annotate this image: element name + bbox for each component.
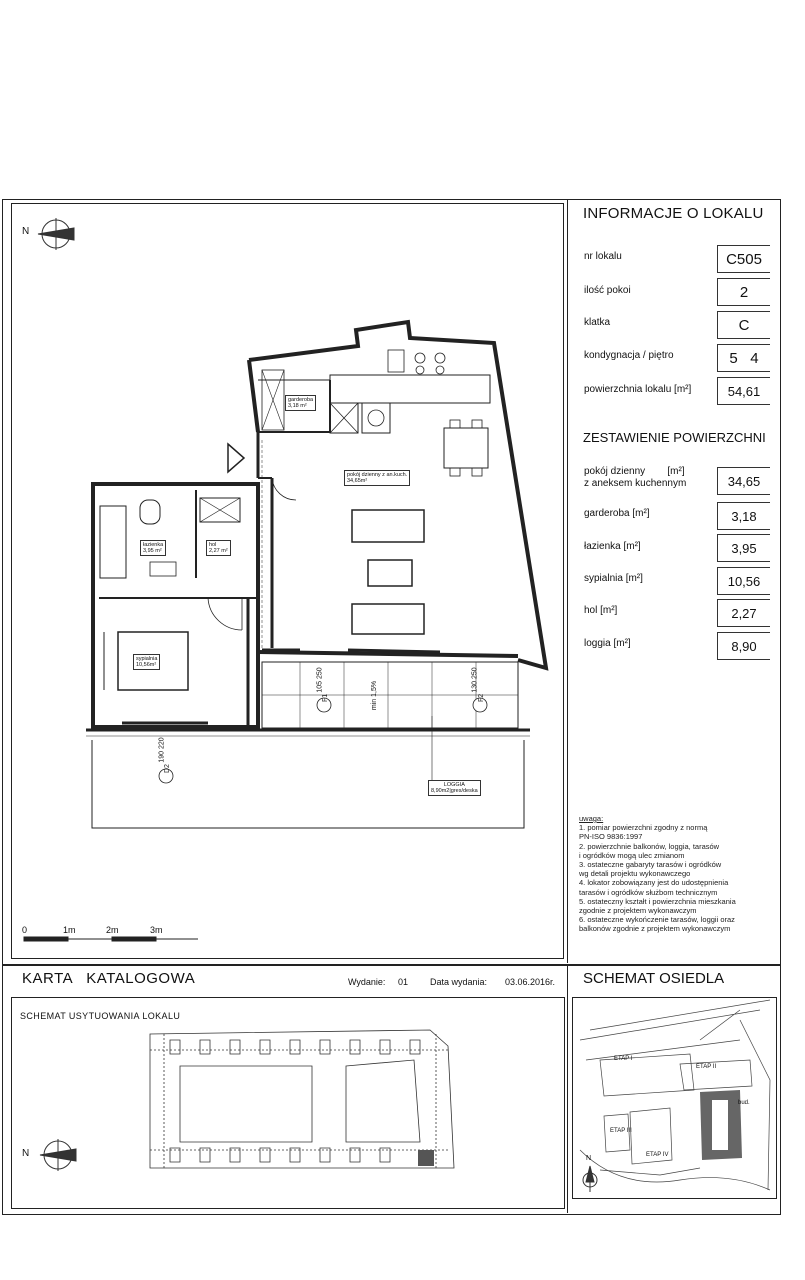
note-line: 1. pomiar powierzchni zgodny z normą — [579, 823, 708, 833]
value-rooms: 2 — [717, 278, 770, 306]
row-label-rooms: ilość pokoi — [584, 285, 631, 296]
date-value: 03.06.2016r. — [505, 977, 556, 987]
compass-letter-location: N — [22, 1148, 30, 1159]
scale-label-2m: 2m — [106, 925, 119, 935]
area-label-bathroom: łazienka [m²] — [584, 541, 641, 552]
areas-title: ZESTAWIENIE POWIERZCHNI — [583, 430, 766, 445]
area-value-living: 34,65 — [717, 467, 770, 495]
note-line: 3. ostateczne gabaryty tarasów i ogródków — [579, 860, 722, 870]
card-title: KARTA KATALOGOWA — [22, 970, 196, 987]
area-value-loggia: 8,90 — [717, 632, 770, 660]
note-line: 2. powierzchnie balkonów, loggia, tarasów — [579, 841, 720, 851]
note-line: 6. ostateczne wykończenie tarasów, loggii oraz — [579, 915, 735, 925]
scale-label-1m: 1m — [63, 925, 76, 935]
room-label-bedroom: sypialnia 10,56m² — [133, 654, 160, 670]
window-tag-f2: F2 — [478, 693, 485, 702]
value-area: 54,61 — [717, 377, 770, 405]
date-label: Data wydania: — [430, 977, 488, 987]
value-unit: C505 — [717, 245, 770, 273]
note-line: wg detali projektu wykonawczego — [579, 869, 691, 879]
note-line: zgodnie z projektem wykonawczym — [579, 906, 697, 916]
area-label-loggia: loggia [m²] — [584, 638, 631, 649]
notes-heading: uwaga: — [579, 814, 604, 823]
compass-icon-estate — [583, 1166, 597, 1192]
row-label-floor: kondygnacja / piętro — [584, 350, 674, 361]
info-title: INFORMACJE O LOKALU — [583, 205, 764, 222]
area-value-bedroom: 10,56 — [717, 567, 770, 595]
estate-label-2: ETAP II — [696, 1064, 717, 1070]
note-line: PN-ISO 9836:1997 — [579, 832, 643, 842]
window-dim-bottom: 250 — [316, 667, 324, 680]
room-label-hall: hol 2,27 m² — [206, 540, 231, 556]
note-line: i ogródków mogą ulec zmianom — [579, 850, 685, 860]
estate-label-4: ETAP IV — [646, 1152, 669, 1158]
area-label-hall: hol [m²] — [584, 605, 618, 616]
window-tag-d2: D2 — [164, 764, 171, 773]
area-label-wardrobe: garderoba [m²] — [584, 508, 650, 519]
note-line: 4. lokator zobowiązany jest do udostępnienia — [579, 878, 729, 888]
value-staircase: C — [717, 311, 770, 339]
note-line: 5. ostateczny kształt i powierzchnia mieszkania — [579, 896, 736, 906]
location-title: SCHEMAT USYTUOWANIA LOKALU — [20, 1011, 181, 1021]
room-label-wardrobe: garderoba 3,18 m² — [285, 395, 316, 411]
room-label-loggia: LOGGIA 8,90m2|gres/deska — [428, 780, 481, 796]
slope-label: min 1,5% — [371, 680, 379, 711]
window-tag-f1: F1 — [322, 693, 329, 702]
note-line: balkonów zgodnie z projektem wykonawczym — [579, 924, 731, 934]
area-label-bedroom: sypialnia [m²] — [584, 573, 643, 584]
area-label-living: pokój dzienny [m²] z aneksem kuchennym — [584, 466, 687, 489]
window-dim-top: 190 — [158, 750, 166, 763]
scale-label-0: 0 — [22, 925, 28, 935]
estate-label-1: ETAP I — [614, 1056, 633, 1062]
row-label-area: powierzchnia lokalu [m²] — [584, 384, 692, 395]
window-dim-bottom: 220 — [158, 737, 166, 750]
area-value-wardrobe: 3,18 — [717, 502, 770, 530]
room-label-bathroom: łazienka 3,95 m² — [140, 540, 166, 556]
estate-label-3: ETAP III — [610, 1128, 632, 1134]
room-label-living: pokój dzienny z an.kuch. 34,65m² — [344, 470, 410, 486]
value-floor: 5 4 — [717, 344, 770, 372]
window-dim-top: 105 — [316, 680, 324, 693]
window-dim-bottom: 250 — [471, 667, 479, 680]
edition-value: 01 — [398, 977, 409, 987]
row-label-unit: nr lokalu — [584, 251, 622, 262]
area-value-bathroom: 3,95 — [717, 534, 770, 562]
row-label-staircase: klatka — [584, 317, 611, 328]
estate-label-bud: bud. — [738, 1100, 750, 1106]
compass-letter: N — [22, 226, 30, 237]
note-line: tarasów i ogródków służbom technicznym — [579, 887, 718, 897]
estate-compass-letter: N — [586, 1155, 592, 1162]
area-value-hall: 2,27 — [717, 599, 770, 627]
window-dim-top: 130 — [471, 680, 479, 693]
scale-label-3m: 3m — [150, 925, 163, 935]
estate-title: SCHEMAT OSIEDLA — [583, 970, 725, 987]
edition-label: Wydanie: — [348, 977, 386, 987]
